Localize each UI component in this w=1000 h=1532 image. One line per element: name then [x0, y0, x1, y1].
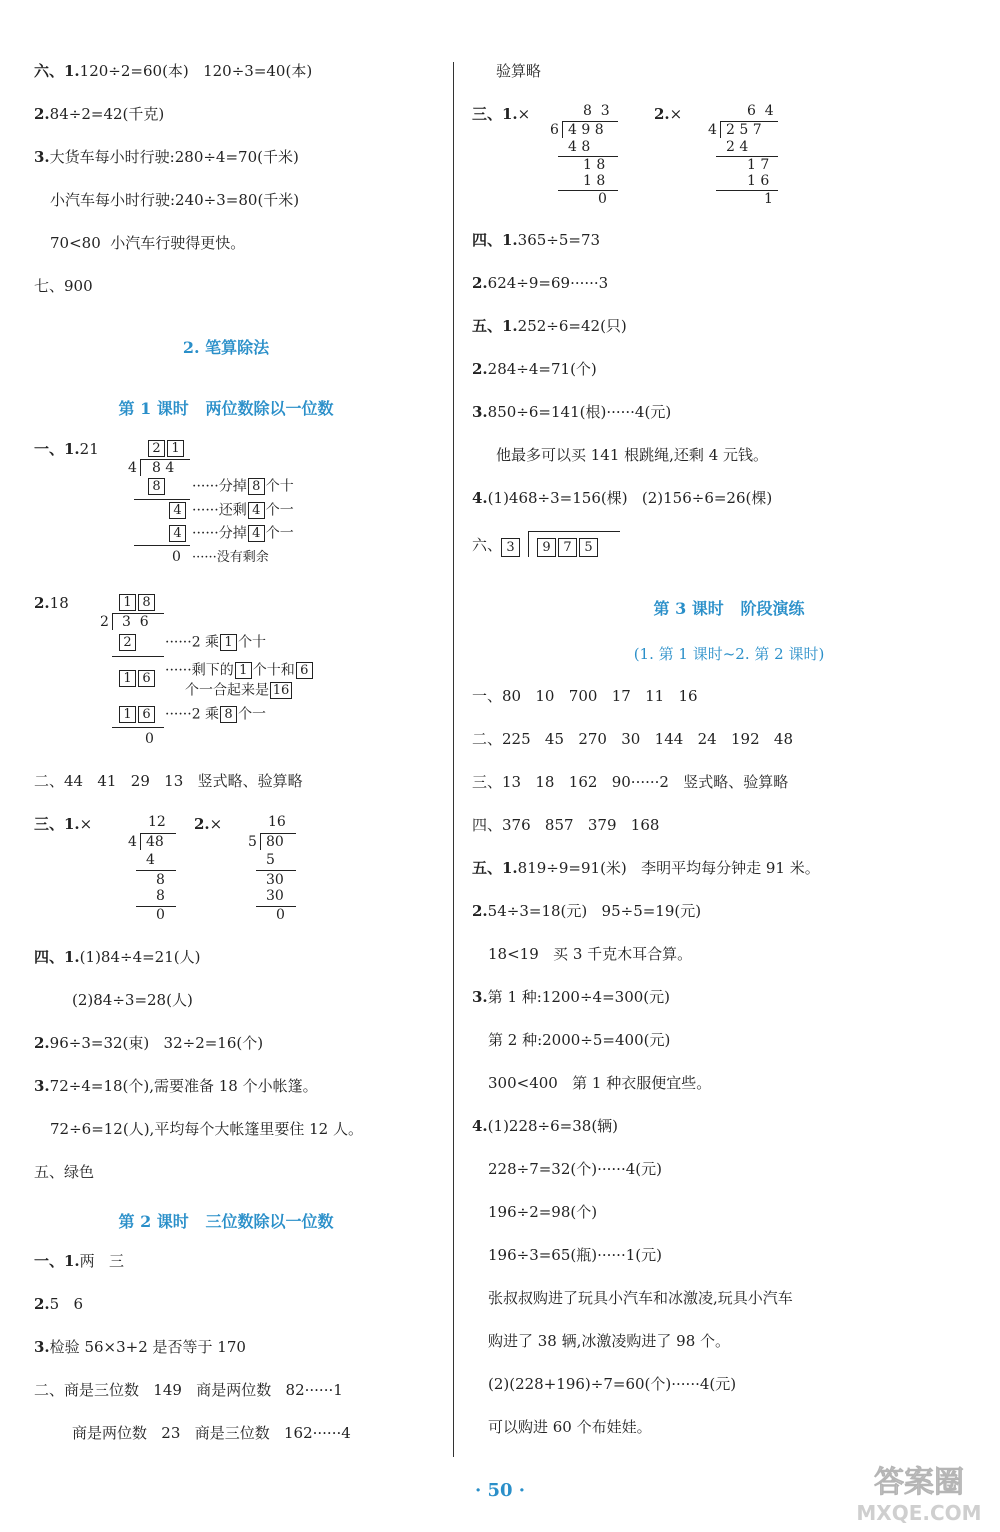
svg-text:MXQE.COM: MXQE.COM [856, 1501, 982, 1525]
q1-note3: ······分掉 4 个一 [192, 525, 294, 542]
q1-dividend: 8 4 [152, 460, 175, 476]
p11: 4.(1)228÷6=38(辆) [472, 1117, 619, 1135]
p4: 四、376 857 379 168 [472, 816, 660, 834]
lesson-3-subtitle: (1. 第 1 课时~2. 第 2 课时) [633, 645, 825, 663]
p3: 三、13 18 162 90······2 竖式略、验算略 [472, 773, 789, 791]
r4-2: 2.624÷9=69······3 [472, 274, 609, 292]
q2-note3: ······2 乘 8 个一 [165, 706, 267, 723]
r6-divisor: 3 [500, 538, 521, 557]
s3-dd2: 80 [266, 834, 284, 850]
t5: 商是两位数 23 商是三位数 162······4 [72, 1424, 351, 1442]
s3-q2: 16 [268, 814, 286, 830]
r6-dividend: 9 7 5 [536, 538, 599, 557]
q2-step3: 1 6 [118, 706, 156, 724]
p16: 购进了 38 辆,冰激凌购进了 98 个。 [488, 1332, 731, 1350]
s4-1b: (2)84÷3=28(人) [72, 991, 193, 1009]
line-6-3: 3.大货车每小时行驶:280÷4=70(千米) [34, 148, 299, 166]
p9: 第 2 种:2000÷5=400(元) [488, 1031, 671, 1049]
p18: 可以购进 60 个布娃娃。 [488, 1418, 652, 1436]
p12: 228÷7=32(个)······4(元) [488, 1160, 662, 1178]
r5-1: 五、1.252÷6=42(只) [472, 317, 627, 335]
p13: 196÷2=98(个) [488, 1203, 598, 1221]
t4: 二、商是三位数 149 商是两位数 82······1 [34, 1381, 343, 1399]
q1-note2: ······还剩 4 个一 [192, 502, 294, 519]
s3-label-2: 2.× [194, 815, 223, 833]
d3-label-1: 三、1.× [472, 105, 531, 123]
p10: 300<400 第 1 种衣服便宜些。 [488, 1074, 712, 1092]
r5-4: 4.(1)468÷3=156(棵) (2)156÷6=26(棵) [472, 489, 773, 507]
line-6-3c: 70<80 小汽车行驶得更快。 [50, 234, 246, 252]
q2-label: 2.18 [34, 594, 69, 612]
watermark-logo-icon [844, 1458, 994, 1528]
r5-3b: 他最多可以买 141 根跳绳,还剩 4 元钱。 [496, 446, 769, 464]
q2-quotient: 1 8 [118, 594, 156, 612]
line-7: 七、900 [34, 277, 93, 295]
d3-label-2: 2.× [654, 105, 683, 123]
q1-quotient: 2 1 [147, 440, 185, 458]
s3-d1: 4 [128, 834, 137, 850]
s5: 五、绿色 [34, 1163, 95, 1181]
p17: (2)(228+196)÷7=60(个)······4(元) [488, 1375, 737, 1393]
r5-2: 2.284÷4=71(个) [472, 360, 597, 378]
line-6-1: 六、1.120÷2=60(本) 120÷3=40(本) [34, 62, 313, 80]
t3: 3.检验 56×3+2 是否等于 170 [34, 1338, 246, 1356]
s3-dd1: 48 [146, 834, 164, 850]
q1-label: 一、1.21 [34, 440, 99, 458]
s4-1: 四、1.(1)84÷4=21(人) [34, 948, 201, 966]
r0: 验算略 [496, 62, 542, 80]
p15: 张叔叔购进了玩具小汽车和冰激凌,玩具小汽车 [488, 1289, 793, 1307]
p1: 一、80 10 700 17 11 16 [472, 687, 698, 705]
lesson-3-title: 第 3 课时 阶段演练 [653, 599, 805, 618]
q2-remainder: 0 [145, 731, 154, 747]
svg-text:答案圈: 答案圈 [874, 1465, 964, 1500]
p5: 五、1.819÷9=91(米) 李明平均每分钟走 91 米。 [472, 859, 820, 877]
p2: 二、225 45 270 30 144 24 192 48 [472, 730, 793, 748]
lesson-1-title: 第 1 课时 两位数除以一位数 [118, 399, 334, 418]
r6-label: 六、 [472, 536, 503, 554]
s3-d2: 5 [248, 834, 257, 850]
q1-step3: 4 [168, 525, 187, 543]
q2-note2b: 个一合起来是 16 [185, 682, 293, 700]
column-divider [453, 62, 454, 1457]
q2-divisor: 2 [100, 614, 109, 630]
section-title: 2. 笔算除法 [182, 338, 270, 357]
p6: 2.54÷3=18(元) 95÷5=19(元) [472, 902, 702, 920]
r5-3: 3.850÷6=141(根)······4(元) [472, 403, 672, 421]
lesson-2-title: 第 2 课时 三位数除以一位数 [118, 1212, 334, 1231]
t2: 2.5 6 [34, 1295, 84, 1313]
q2-step1: 2 [118, 634, 137, 652]
q2-step2: 1 6 [118, 670, 156, 688]
line-6-2: 2.84÷2=42(千克) [34, 105, 165, 123]
q1-remainder: 0 [172, 549, 181, 565]
s3-label-1: 三、1.× [34, 815, 93, 833]
s4-2: 2.96÷3=32(束) 32÷2=16(个) [34, 1034, 264, 1052]
page-number: · 50 · [474, 1480, 526, 1501]
p7: 18<19 买 3 千克木耳合算。 [488, 945, 693, 963]
q2-note2: ······剩下的 1 个十和 6 [165, 662, 314, 680]
q1-step1: 8 [147, 478, 166, 496]
q1-note4: ······没有剩余 [192, 550, 269, 565]
s3-q1: 12 [148, 814, 166, 830]
q2-note1: ······2 乘 1 个十 [165, 634, 267, 651]
t1: 一、1.两 三 [34, 1252, 124, 1270]
s4-3: 3.72÷4=18(个),需要准备 18 个小帐篷。 [34, 1077, 318, 1095]
q2-dividend: 3 6 [122, 614, 149, 630]
q1-divisor: 4 [128, 460, 137, 476]
r4-1: 四、1.365÷5=73 [472, 231, 601, 249]
p8: 3.第 1 种:1200÷4=300(元) [472, 988, 670, 1006]
q1-note1: ······分掉 8 个十 [192, 478, 294, 495]
q1-step2: 4 [168, 502, 187, 520]
s4-3b: 72÷6=12(人),平均每个大帐篷里要住 12 人。 [50, 1120, 363, 1138]
line-6-3b: 小汽车每小时行驶:240÷3=80(千米) [50, 191, 300, 209]
p14: 196÷3=65(瓶)······1(元) [488, 1246, 662, 1264]
section-2: 二、44 41 29 13 竖式略、验算略 [34, 772, 303, 790]
